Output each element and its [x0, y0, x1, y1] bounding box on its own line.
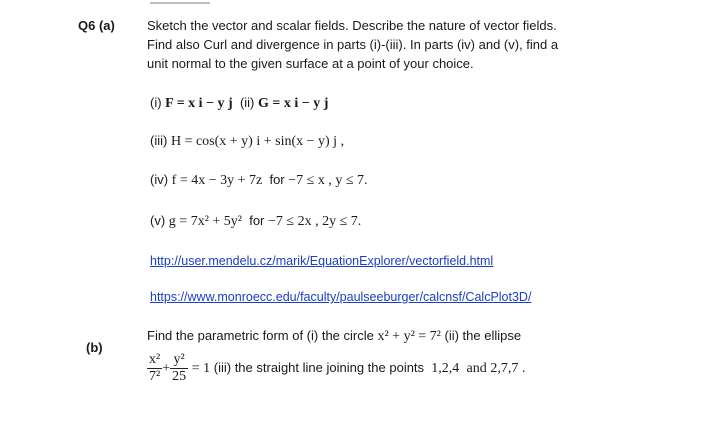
part-iii-expr: H = cos(x + y) i + sin(x − y) j , [170, 134, 345, 149]
part-v-cond: −7 ≤ 2x , 2y ≤ 7. [268, 214, 362, 229]
part-ii-label: (ii) [239, 95, 255, 110]
intro-line-2: Find also Curl and divergence in parts (i)-(iii). In parts (iv) and (v), find a [147, 37, 559, 52]
part-iv-for: for [269, 172, 285, 187]
part-iii-label: (iii) [150, 133, 168, 148]
fraction-x [147, 352, 162, 385]
part-iv [150, 172, 368, 189]
plus-sign: + [162, 360, 171, 376]
question-label: Q6 (a) [78, 18, 115, 33]
link-vectorfield[interactable]: http://user.mendelu.cz/marik/EquationExplorer/vectorfield.html [150, 254, 494, 268]
part-b-line-1 [147, 328, 521, 345]
part-v-label: (v) [150, 213, 166, 228]
part-b-label: (b) [86, 340, 103, 355]
line-text: (iii) the straight line joining the points [213, 359, 425, 375]
equals-one: = 1 [191, 360, 211, 376]
part-v-expr: g = 7x² + 5y² [168, 214, 242, 229]
intro-line-1: Sketch the vector and scalar fields. Describe the nature of vector fields. [147, 18, 557, 33]
part-i-ii [150, 95, 328, 112]
circle-expr: x² + y² = 7² [377, 329, 441, 344]
cropped-previous-line [150, 0, 210, 4]
part-iv-label: (iv) [150, 172, 169, 187]
fraction-x-num: x² [149, 352, 161, 367]
point-1: 1,2,4 [431, 360, 460, 376]
part-v [150, 213, 361, 230]
part-v-for: for [249, 213, 265, 228]
fraction-x-den: 7² [149, 369, 161, 384]
fraction-y-den: 25 [172, 369, 187, 384]
fraction-y-num: y² [170, 352, 188, 369]
link-calcplot3d[interactable]: https://www.monroecc.edu/faculty/paulseeburger/calcnsf/CalcPlot3D/ [150, 290, 532, 304]
intro-line-3: unit normal to the given surface at a point of your choice. [147, 56, 474, 71]
ellipse-label: (ii) the ellipse [444, 328, 522, 343]
part-i-expr: F = x i − y j [165, 96, 233, 111]
and-word: and [466, 360, 487, 376]
point-2: 2,7,7 . [490, 360, 526, 376]
part-iv-cond: −7 ≤ x , y ≤ 7. [288, 173, 368, 188]
fraction-y [170, 352, 188, 385]
part-b-line-2 [147, 352, 525, 385]
part-b-intro: Find the parametric form of (i) the circle [147, 328, 374, 343]
part-iii [150, 133, 344, 150]
part-i-label: (i) [150, 95, 162, 110]
part-iv-expr: f = 4x − 3y + 7z [171, 173, 263, 188]
part-ii-expr: G = x i − y j [258, 96, 329, 111]
